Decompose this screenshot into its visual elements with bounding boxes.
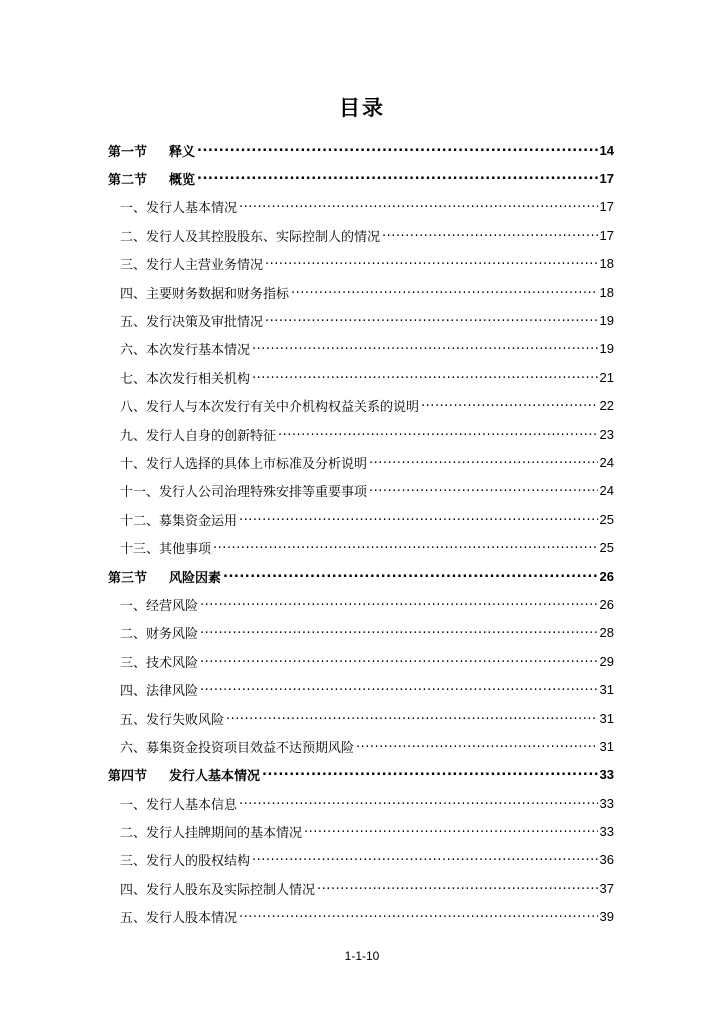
toc-page-number: 33 [599, 824, 614, 840]
toc-entry-label: 四、发行人股东及实际控制人情况 [120, 882, 316, 898]
toc-subsection-entry[interactable] [108, 817, 614, 845]
toc-entry-label [108, 141, 195, 160]
toc-subsection-entry[interactable] [108, 647, 614, 675]
toc-subsection-entry[interactable] [108, 704, 614, 732]
toc-entry-label: 四、法律风险 [120, 684, 199, 700]
toc-page-number: 21 [599, 369, 614, 385]
toc-dot-leader [239, 906, 598, 921]
toc-subsection-entry[interactable] [108, 250, 614, 278]
toc-subsection-entry[interactable] [108, 221, 614, 249]
toc-subsection-entry[interactable] [108, 278, 614, 306]
toc-subsection-entry[interactable] [108, 392, 614, 420]
toc-subsection-entry[interactable] [108, 335, 614, 363]
toc-entry-label [108, 169, 195, 188]
toc-dot-leader [369, 480, 598, 495]
toc-dot-leader [239, 509, 598, 524]
toc-page-number: 36 [599, 852, 614, 868]
toc-dot-leader [252, 367, 598, 382]
toc-page-number: 26 [599, 596, 614, 612]
toc-page-number: 18 [599, 256, 614, 272]
toc-page-number: 29 [599, 653, 614, 669]
toc-page-number: 39 [599, 909, 614, 925]
toc-section-entry[interactable] [108, 136, 614, 164]
toc-section-title: 释义 [169, 144, 196, 160]
toc-title: 目录 [339, 96, 385, 120]
toc-page-number: 14 [599, 142, 614, 158]
toc-entry-label: 十三、其他事项 [120, 542, 212, 558]
toc-entry-label: 一、发行人基本情况 [120, 201, 238, 217]
toc-section-number: 第四节 [108, 769, 148, 785]
toc-dot-leader [200, 594, 598, 609]
toc-dot-leader [252, 849, 598, 864]
toc-page-number: 17 [599, 227, 614, 243]
toc-dot-leader [213, 537, 598, 552]
toc-dot-leader [421, 395, 598, 410]
toc-dot-leader [252, 338, 598, 353]
toc-entry-label: 五、发行决策及审批情况 [120, 315, 264, 331]
toc-dot-leader [200, 651, 598, 666]
toc-subsection-entry[interactable] [108, 477, 614, 505]
toc-entry-label: 二、财务风险 [120, 627, 199, 643]
toc-page-number: 23 [599, 426, 614, 442]
toc-dot-leader [197, 140, 598, 155]
toc-section-title: 概览 [169, 173, 196, 189]
toc-page-number: 25 [599, 540, 614, 556]
toc-page-number: 33 [599, 767, 614, 783]
toc-subsection-entry[interactable] [108, 448, 614, 476]
toc-entry-label [108, 765, 260, 784]
toc-page-number: 33 [599, 795, 614, 811]
toc-section-title: 发行人基本情况 [169, 769, 261, 785]
toc-page-number: 19 [599, 313, 614, 329]
toc-entry-label: 七、本次发行相关机构 [120, 371, 251, 387]
toc-dot-leader [382, 225, 598, 240]
toc-entry-label: 十一、发行人公司治理特殊安排等重要事项 [120, 485, 368, 501]
toc-subsection-entry[interactable] [108, 590, 614, 618]
toc-entry-label: 十、发行人选择的具体上市标准及分析说明 [120, 456, 368, 472]
toc-dot-leader [356, 736, 598, 751]
toc-entry-label: 三、发行人的股权结构 [120, 854, 251, 870]
toc-entry-label: 四、主要财务数据和财务指标 [120, 286, 290, 302]
toc-entry-label: 三、发行人主营业务情况 [120, 258, 264, 274]
toc-page-number: 19 [599, 341, 614, 357]
toc-page-number: 31 [599, 710, 614, 726]
toc-entry-label: 八、发行人与本次发行有关中介机构权益关系的说明 [120, 400, 420, 416]
toc-subsection-entry[interactable] [108, 903, 614, 931]
toc-page-number: 28 [599, 625, 614, 641]
toc-subsection-entry[interactable] [108, 306, 614, 334]
toc-entry-label: 三、技术风险 [120, 655, 199, 671]
toc-section-entry[interactable] [108, 761, 614, 789]
toc-section-number: 第三节 [108, 570, 148, 586]
toc-dot-leader [317, 878, 598, 893]
toc-dot-leader [278, 424, 598, 439]
toc-page-number: 25 [599, 511, 614, 527]
toc-section-number: 第二节 [108, 173, 148, 189]
toc-subsection-entry[interactable] [108, 363, 614, 391]
toc-section-entry[interactable] [108, 562, 614, 590]
toc-page-number: 24 [599, 483, 614, 499]
toc-page-number: 24 [599, 454, 614, 470]
toc-dot-leader [265, 310, 598, 325]
toc-dot-leader [200, 622, 598, 637]
toc-entry-label: 十二、募集资金运用 [120, 513, 238, 529]
toc-section-number: 第一节 [108, 144, 148, 160]
toc-page-number: 22 [599, 398, 614, 414]
toc-entry-label: 一、发行人基本信息 [120, 797, 238, 813]
toc-page-number: 37 [599, 880, 614, 896]
toc-subsection-entry[interactable] [108, 846, 614, 874]
toc-page-number: 31 [599, 682, 614, 698]
toc-entry-label: 六、本次发行基本情况 [120, 343, 251, 359]
toc-dot-leader [239, 196, 598, 211]
toc-entry-label [108, 567, 221, 586]
toc-entry-label: 六、募集资金投资项目效益不达预期风险 [120, 740, 355, 756]
toc-page-number: 18 [599, 284, 614, 300]
toc-subsection-entry[interactable] [108, 193, 614, 221]
toc-entry-label: 一、经营风险 [120, 598, 199, 614]
toc-page-number: 17 [599, 199, 614, 215]
toc-subsection-entry[interactable] [108, 619, 614, 647]
toc-entry-label: 五、发行人股本情况 [120, 911, 238, 927]
toc-dot-leader [291, 282, 598, 297]
toc-dot-leader [262, 764, 598, 779]
toc-page-number: 26 [599, 568, 614, 584]
toc-dot-leader [304, 821, 598, 836]
toc-subsection-entry[interactable] [108, 732, 614, 760]
toc-subsection-entry[interactable] [108, 505, 614, 533]
toc-dot-leader [226, 708, 598, 723]
toc-section-entry[interactable] [108, 164, 614, 192]
toc-section-title: 风险因素 [169, 570, 222, 586]
toc-dot-leader [369, 452, 598, 467]
toc-subsection-entry[interactable] [108, 533, 614, 561]
toc-dot-leader [265, 253, 598, 268]
toc-subsection-entry[interactable] [108, 789, 614, 817]
toc-entry-label: 五、发行失败风险 [120, 712, 225, 728]
toc-subsection-entry[interactable] [108, 874, 614, 902]
toc-entry-label: 二、发行人及其控股股东、实际控制人的情况 [120, 229, 381, 245]
toc-subsection-entry[interactable] [108, 420, 614, 448]
table-of-contents [108, 136, 614, 931]
page-number-footer: 1-1-10 [344, 949, 380, 963]
toc-dot-leader [197, 168, 598, 183]
toc-dot-leader [239, 793, 598, 808]
toc-entry-label: 二、发行人挂牌期间的基本情况 [120, 826, 303, 842]
toc-dot-leader [223, 566, 598, 581]
toc-dot-leader [200, 679, 598, 694]
toc-page-number: 17 [599, 171, 614, 187]
toc-page-number: 31 [599, 738, 614, 754]
toc-entry-label: 九、发行人自身的创新特征 [120, 428, 277, 444]
toc-subsection-entry[interactable] [108, 675, 614, 703]
